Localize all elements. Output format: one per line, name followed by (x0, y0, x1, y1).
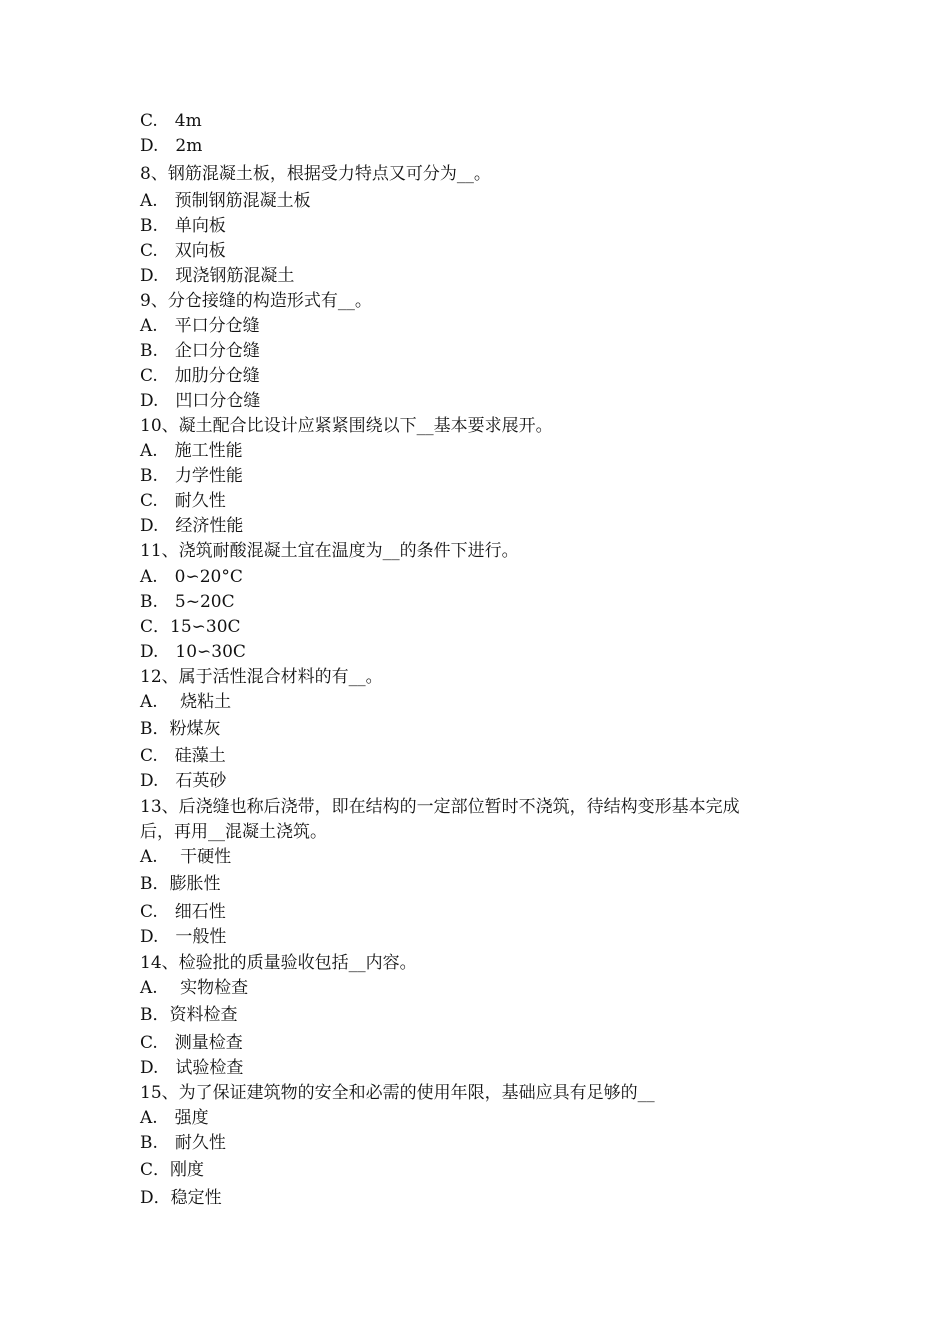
option-line: C. 双向板 (140, 241, 226, 261)
option-line: A. 0∽20°C (140, 567, 243, 587)
option-line: D. 一般性 (140, 927, 227, 947)
question-line: 11、浇筑耐酸混凝土宜在温度为__的条件下进行。 (140, 541, 519, 561)
option-line: B. 5~20C (140, 592, 235, 612)
question-line: 9、分仓接缝的构造形式有__。 (140, 291, 372, 311)
option-line: D. 石英砂 (140, 771, 227, 791)
option-line: A. 烧粘土 (140, 692, 232, 712)
option-line: D. 试验检查 (140, 1058, 244, 1078)
option-line: D. 10∽30C (140, 642, 246, 662)
option-line: A. 平口分仓缝 (140, 316, 260, 336)
option-line: C. 加肋分仓缝 (140, 366, 260, 386)
option-line: B. 耐久性 (140, 1133, 226, 1153)
option-line: C．15∽30C (140, 617, 241, 637)
option-line: B．资料检查 (140, 1005, 238, 1025)
option-line: B．粉煤灰 (140, 719, 221, 739)
question-line: 10、凝土配合比设计应紧紧围绕以下__基本要求展开。 (140, 416, 553, 436)
option-line: C. 硅藻土 (140, 746, 226, 766)
option-line: D. 2m (140, 136, 203, 156)
option-line: D. 凹口分仓缝 (140, 391, 261, 411)
option-line: A. 预制钢筋混凝土板 (140, 191, 311, 211)
option-line: D. 现浇钢筋混凝土 (140, 266, 295, 286)
question-line: 14、检验批的质量验收包括__内容。 (140, 953, 417, 973)
option-line: B. 力学性能 (140, 466, 243, 486)
option-line: C. 耐久性 (140, 491, 226, 511)
option-line: C. 细石性 (140, 902, 226, 922)
option-line: B. 企口分仓缝 (140, 341, 260, 361)
option-line: A. 实物检查 (140, 978, 249, 998)
option-line: C. 测量检查 (140, 1033, 243, 1053)
option-line: C. 4m (140, 111, 202, 131)
option-line: C．刚度 (140, 1160, 205, 1180)
option-line: A. 干硬性 (140, 847, 232, 867)
option-line: D．稳定性 (140, 1188, 222, 1208)
question-line: 13、后浇缝也称后浇带，即在结构的一定部位暂时不浇筑，待结构变形基本完成 (140, 797, 740, 817)
option-line: B. 单向板 (140, 216, 226, 236)
question-line: 8、钢筋混凝土板，根据受力特点又可分为__。 (140, 164, 491, 184)
question-line: 15、为了保证建筑物的安全和必需的使用年限，基础应具有足够的__ (140, 1083, 655, 1103)
question-line-continued: 后，再用__混凝土浇筑。 (140, 822, 327, 842)
option-line: A. 强度 (140, 1108, 209, 1128)
option-line: B．膨胀性 (140, 874, 221, 894)
question-line: 12、属于活性混合材料的有__。 (140, 667, 383, 687)
option-line: D. 经济性能 (140, 516, 244, 536)
option-line: A. 施工性能 (140, 441, 243, 461)
